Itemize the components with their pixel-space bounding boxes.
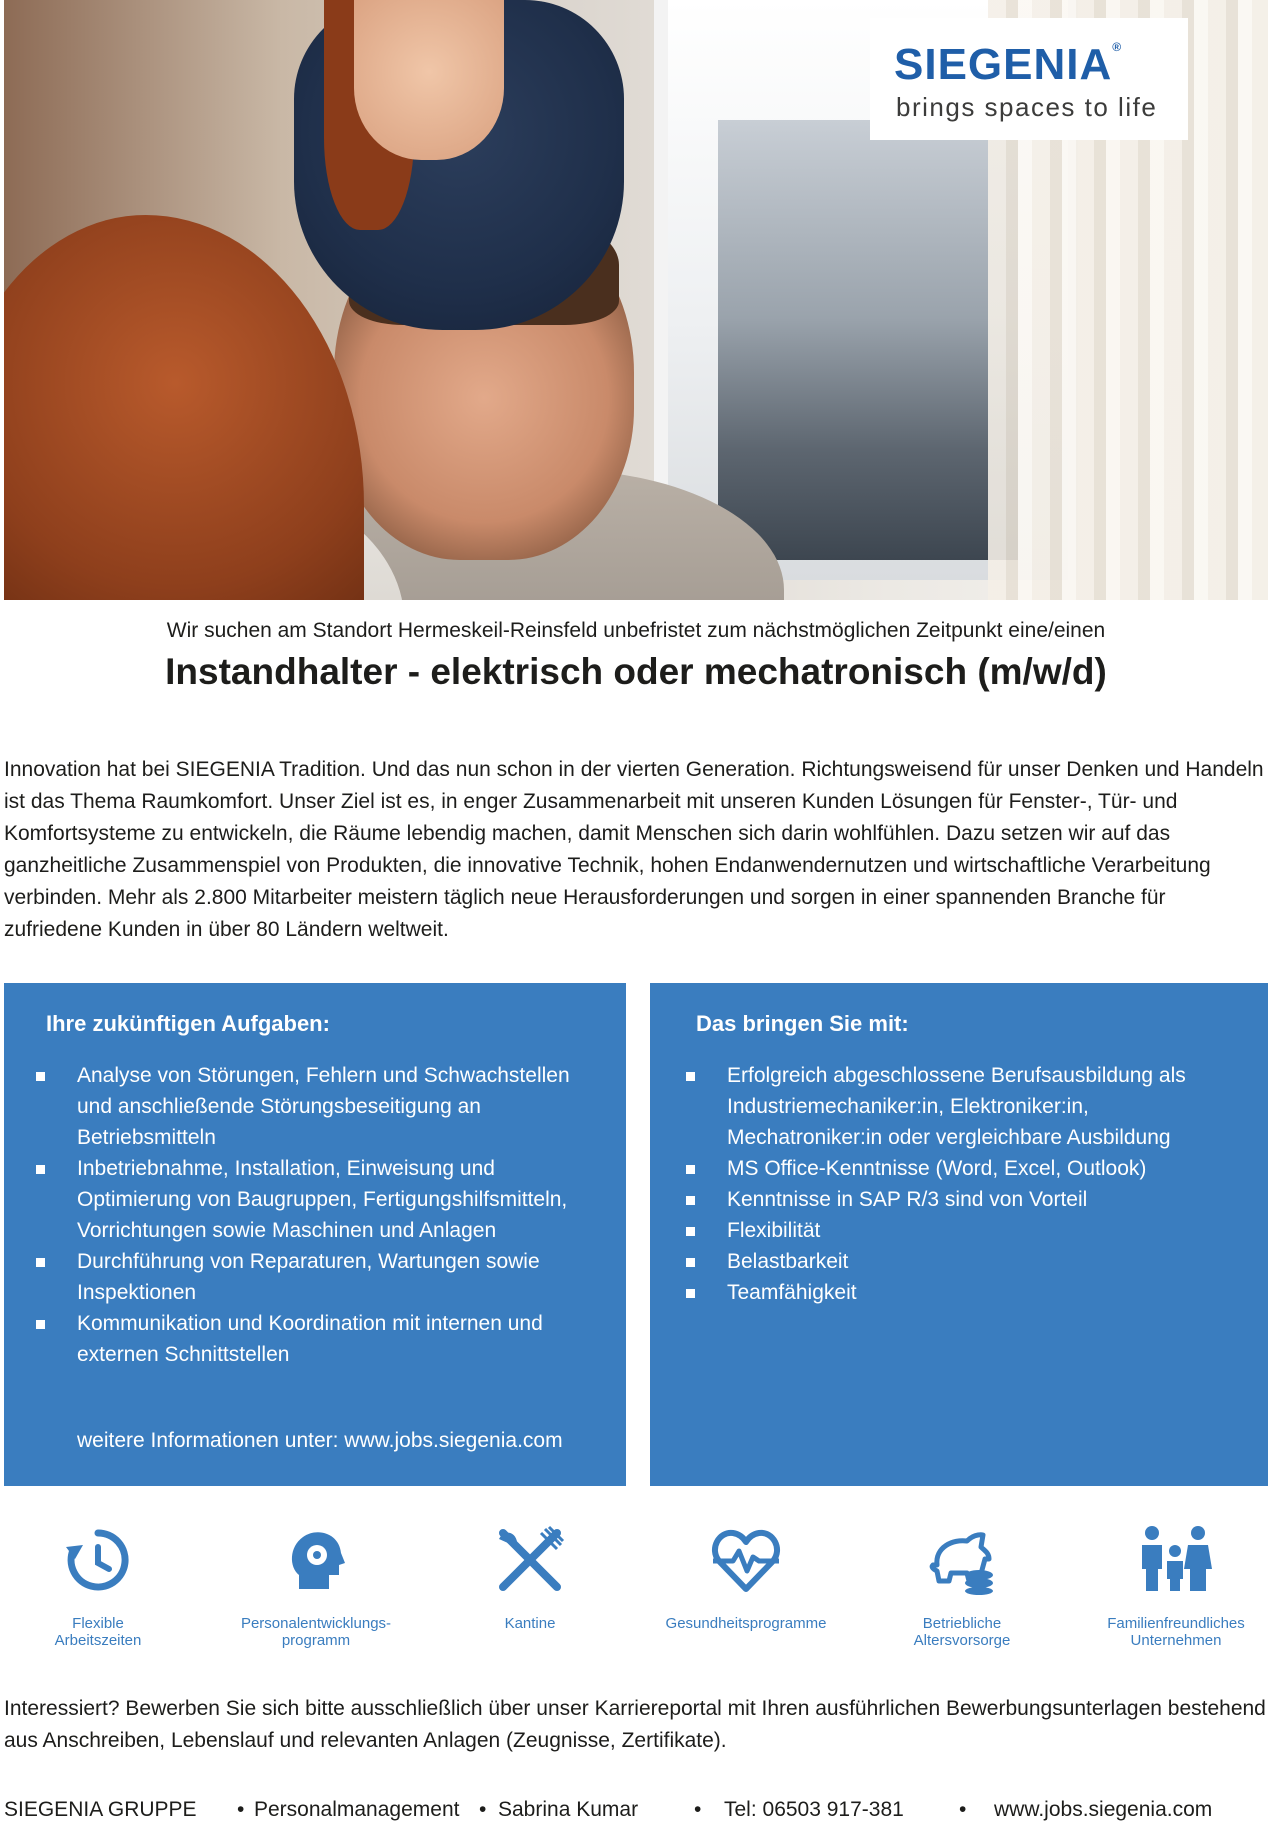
benefits-row bbox=[0, 1525, 1272, 1665]
requirements-heading: Das bringen Sie mit: bbox=[696, 1011, 909, 1036]
footer-company: SIEGENIA GRUPPE bbox=[4, 1798, 197, 1821]
intro-line: Wir suchen am Standort Hermeskeil-Reinsfeld unbefristet zum nächstmöglichen Zeitpunkt eine/einen bbox=[166, 619, 1106, 642]
tasks-list bbox=[32, 1060, 592, 1370]
benefit-label: Altersvorsorge bbox=[913, 1632, 1011, 1649]
list-item: Teamfähigkeit bbox=[682, 1277, 1242, 1308]
job-title: Instandhalter - elektrisch oder mechatronisch (m/w/d) bbox=[165, 651, 1107, 692]
list-item: Analyse von Störungen, Fehlern und Schwachstellen und anschließende Störungsbeseitigung an Betriebsmitteln bbox=[32, 1060, 592, 1153]
requirements-list bbox=[682, 1060, 1242, 1308]
benefit-health bbox=[636, 1525, 856, 1632]
footer-department: Personalmanagement bbox=[254, 1798, 460, 1821]
logo-wordmark: SIEGENIA® bbox=[894, 40, 1123, 89]
list-item: Erfolgreich abgeschlossene Berufsausbildung als Industriemechaniker:in, Elektroniker:in, Mechatroniker:in oder vergleichbare Ausbildung bbox=[682, 1060, 1242, 1153]
list-item: Flexibilität bbox=[682, 1215, 1242, 1246]
company-description: Innovation hat bei SIEGENIA Tradition. Und das nun schon in der vierten Generation. Richtungsweisend für unser Denken und Handeln ist das Thema Raumkomfort. Unser Ziel ist es, in enger Zusammenarbeit mit unseren Kunden Lösungen für Fenster-, Tür- und Komfortsysteme zu entwickeln, die Räume lebendig machen, damit Menschen sich darin wohlfühlen. Dazu setzen wir auf das ganzheitliche Zusammenspiel von Produkten, die innovative Technik, hohen Endanwendernutzen und wirtschaftliche Verarbeitung verbinden. Mehr als 2.800 Mitarbeiter meistern täglich neue Herausforderungen und sorgen in einer spannenden Branche für zufriedene Kunden in über 80 Ländern weltweit. bbox=[4, 758, 1264, 941]
list-item: Inbetriebnahme, Installation, Einweisung und Optimierung von Baugruppen, Fertigungshilfsmitteln, Vorrichtungen sowie Maschinen und Anlagen bbox=[32, 1153, 592, 1246]
benefit-label: Unternehmen bbox=[1130, 1632, 1222, 1649]
benefit-label: Arbeitszeiten bbox=[54, 1632, 142, 1649]
footer-phone: Tel: 06503 917-381 bbox=[724, 1798, 904, 1821]
footer-separator: • bbox=[694, 1798, 702, 1821]
benefit-canteen bbox=[420, 1525, 640, 1632]
requirements-panel bbox=[650, 983, 1268, 1486]
benefit-pension bbox=[852, 1525, 1072, 1649]
benefit-label: Kantine bbox=[504, 1615, 556, 1632]
benefit-family bbox=[1066, 1525, 1272, 1649]
cutlery-icon bbox=[495, 1525, 565, 1595]
footer-separator: • bbox=[479, 1798, 487, 1821]
more-info-link[interactable]: weitere Informationen unter: www.jobs.siegenia.com bbox=[77, 1429, 563, 1452]
benefit-label: Gesundheitsprogramme bbox=[665, 1615, 827, 1632]
benefit-label: programm bbox=[281, 1632, 351, 1649]
benefit-label: Betriebliche bbox=[922, 1615, 1002, 1632]
benefit-flexible-hours bbox=[0, 1525, 208, 1649]
list-item: Kommunikation und Koordination mit internen und externen Schnittstellen bbox=[32, 1308, 592, 1370]
girl-face bbox=[354, 0, 504, 160]
logo-tagline: brings spaces to life bbox=[896, 92, 1158, 122]
benefit-label: Personalentwicklungs- bbox=[240, 1615, 392, 1632]
piggy-bank-icon bbox=[927, 1525, 997, 1595]
list-item: Belastbarkeit bbox=[682, 1246, 1242, 1277]
head-gear-icon bbox=[281, 1525, 351, 1595]
clock-icon bbox=[63, 1525, 133, 1595]
apply-instructions: Interessiert? Bewerben Sie sich bitte ausschließlich über unser Karriereportal mit Ihren ausführlichen Bewerbungsunterlagen bestehend aus Anschreiben, Lebenslauf und relevanten Anlagen (Zeugnisse, Zertifikate). bbox=[4, 1697, 1266, 1752]
footer-contact: Sabrina Kumar bbox=[498, 1798, 639, 1821]
heart-pulse-icon bbox=[711, 1525, 781, 1595]
benefit-label: Familienfreundliches bbox=[1107, 1615, 1245, 1632]
footer-website[interactable]: www.jobs.siegenia.com bbox=[994, 1798, 1213, 1821]
family-icon bbox=[1136, 1525, 1216, 1595]
list-item: MS Office-Kenntnisse (Word, Excel, Outlook) bbox=[682, 1153, 1242, 1184]
footer-separator: • bbox=[237, 1798, 245, 1821]
footer-separator: • bbox=[959, 1798, 967, 1821]
benefit-development bbox=[206, 1525, 426, 1649]
list-item: Kenntnisse in SAP R/3 sind von Vorteil bbox=[682, 1184, 1242, 1215]
siegenia-logo bbox=[870, 18, 1188, 140]
list-item: Durchführung von Reparaturen, Wartungen sowie Inspektionen bbox=[32, 1246, 592, 1308]
tasks-heading: Ihre zukünftigen Aufgaben: bbox=[46, 1011, 330, 1036]
tasks-panel bbox=[4, 983, 626, 1486]
benefit-label: Flexible bbox=[72, 1615, 124, 1632]
